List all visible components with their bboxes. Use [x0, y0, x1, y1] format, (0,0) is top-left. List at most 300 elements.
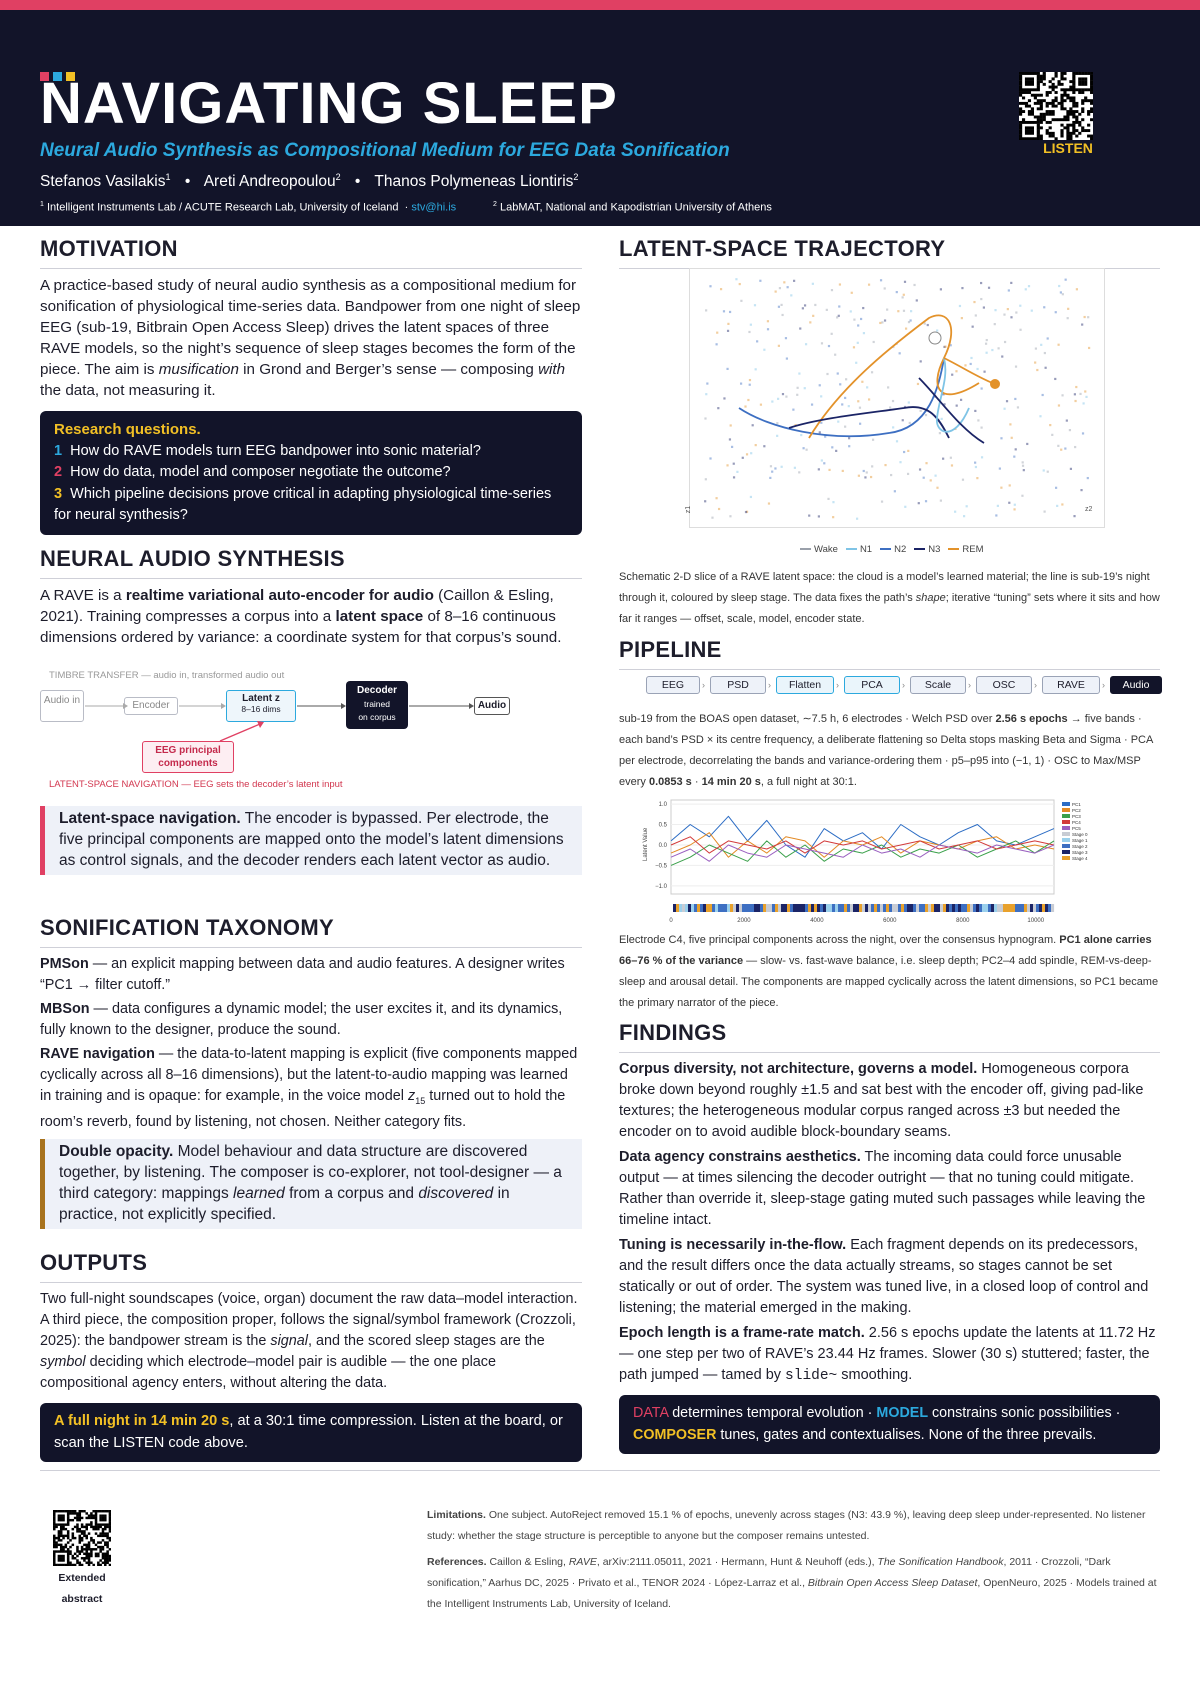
- qr-module: [62, 1537, 65, 1539]
- qr-module: [79, 1539, 82, 1541]
- qr-module: [109, 1548, 111, 1550]
- latent-cloud-point: [934, 475, 936, 477]
- qr-module: [1049, 86, 1052, 89]
- motivation-text: A practice-based study of neural audio synthesis as a compositional medium for sonification of physiological time-series data. Bandpower from one night of sleep EEG (sub-19, Bitbrain Open Access Sleep) drives the latent spaces of three RAVE models, so the night’s sequence of sleep stages becomes the form of the piece. The aim is musification in Grond and Berger’s sense — composing with the data, not measuring it.: [40, 277, 581, 399]
- qr-module: [1019, 80, 1022, 83]
- hypnogram-segment: [1036, 904, 1039, 912]
- hypnogram-segment: [958, 904, 961, 912]
- qr-module: [1084, 99, 1087, 102]
- hypnogram-segment: [709, 904, 712, 912]
- latent-cloud-point: [870, 476, 872, 478]
- qr-module: [1087, 124, 1090, 127]
- qr-module: [76, 1528, 79, 1530]
- diagram-bottom-label: LATENT-SPACE NAVIGATION — EEG sets the decoder’s latent input: [49, 779, 343, 790]
- hypnogram-segment: [883, 904, 886, 912]
- qr-module: [1019, 137, 1022, 140]
- qr-module: [1025, 132, 1028, 135]
- qr-module: [1040, 99, 1043, 102]
- hypnogram-segment: [931, 904, 934, 912]
- chart-legend-swatch: [1062, 844, 1070, 848]
- latent-cloud-point: [750, 496, 752, 498]
- qr-module: [109, 1514, 111, 1516]
- latent-cloud-point: [820, 395, 822, 397]
- qr-module: [72, 1532, 75, 1534]
- qr-module: [1019, 132, 1022, 135]
- qr-module: [104, 1514, 107, 1516]
- qr-module: [1019, 126, 1022, 129]
- pipeline-step: EEG: [646, 676, 700, 694]
- qr-module: [79, 1510, 82, 1512]
- latent-cloud-point: [769, 477, 771, 479]
- qr-module: [62, 1557, 65, 1559]
- qr-module: [58, 1532, 61, 1534]
- latent-cloud-point: [1040, 344, 1042, 346]
- qr-module: [1046, 105, 1049, 108]
- qr-module: [1081, 99, 1084, 102]
- qr-module: [1052, 113, 1055, 116]
- qr-module: [104, 1532, 107, 1534]
- qr-module: [1046, 94, 1049, 97]
- latent-cloud-point: [1013, 508, 1015, 510]
- qr-module: [1087, 129, 1090, 132]
- qr-module: [1034, 72, 1037, 75]
- qr-module: [53, 1537, 56, 1539]
- latent-cloud-point: [1004, 341, 1006, 343]
- qr-module: [1081, 129, 1084, 132]
- latent-cloud-point: [848, 445, 850, 447]
- author-name: Thanos Polymeneas Liontiris: [374, 173, 574, 191]
- email-link[interactable]: stv@hi.is: [411, 201, 457, 214]
- qr-module: [106, 1523, 109, 1525]
- qr-module: [1078, 113, 1081, 116]
- qr-module: [95, 1521, 98, 1523]
- latent-cloud-point: [1000, 487, 1002, 489]
- qr-module: [1069, 124, 1072, 127]
- qr-module: [106, 1537, 109, 1539]
- latent-cloud-point: [1026, 443, 1028, 445]
- qr-module: [90, 1517, 93, 1519]
- affiliation-1: $^1$ Intelligent Instruments Lab / ACUTE Research Lab, University of Iceland · stv@hi.is: [40, 201, 457, 214]
- qr-module: [109, 1528, 111, 1530]
- hypnogram-segment: [850, 904, 853, 912]
- chart-legend-swatch: [1062, 850, 1070, 854]
- qr-module: [76, 1562, 79, 1564]
- latent-cloud-point: [896, 440, 898, 442]
- qr-module: [109, 1510, 111, 1512]
- qr-module: [102, 1523, 105, 1525]
- latent-axis-x: z2: [1085, 506, 1093, 513]
- qr-module: [1019, 77, 1022, 80]
- qr-module: [109, 1521, 111, 1523]
- qr-module: [58, 1555, 61, 1557]
- abstract-qr-code[interactable]: [53, 1510, 111, 1566]
- qr-module: [88, 1544, 91, 1546]
- hypnogram-segment: [1051, 904, 1054, 912]
- qr-module: [72, 1537, 75, 1539]
- qr-module: [53, 1519, 56, 1521]
- latent-cloud-point: [1036, 369, 1038, 371]
- latent-cloud-point: [787, 286, 789, 288]
- latent-cloud-point: [1088, 347, 1090, 349]
- qr-module: [53, 1559, 56, 1561]
- latent-cloud-point: [920, 360, 922, 362]
- pipeline-step: Flatten: [776, 676, 834, 694]
- qr-module: [67, 1553, 70, 1555]
- qr-module: [104, 1517, 107, 1519]
- latent-cloud-point: [857, 324, 859, 326]
- qr-module: [1060, 99, 1063, 102]
- hypnogram-segment: [790, 904, 793, 912]
- latent-cloud-point: [792, 409, 794, 411]
- latent-cloud-point: [747, 399, 749, 401]
- latent-cloud-point: [811, 403, 813, 405]
- qr-module: [55, 1537, 58, 1539]
- diagram-arrows: [40, 680, 520, 780]
- latent-cloud-point: [942, 458, 944, 460]
- qr-module: [95, 1548, 98, 1550]
- latent-cloud-point: [1074, 393, 1076, 395]
- qr-module: [1031, 132, 1034, 135]
- qr-module: [53, 1514, 56, 1516]
- latent-cloud-point: [1062, 293, 1064, 295]
- latent-cloud-point: [832, 516, 834, 518]
- hypnogram-segment: [985, 904, 988, 912]
- latent-cloud-point: [1069, 429, 1071, 431]
- qr-module: [60, 1548, 63, 1550]
- qr-module: [1055, 96, 1058, 99]
- qr-module: [1040, 105, 1043, 108]
- qr-module: [1075, 121, 1078, 124]
- qr-module: [53, 1555, 56, 1557]
- latent-cloud-point: [887, 386, 889, 388]
- hypnogram-segment: [745, 904, 748, 912]
- latent-cloud-point: [919, 468, 921, 470]
- latent-cloud-point: [726, 464, 728, 466]
- qr-module: [85, 1544, 88, 1546]
- latent-cloud-point: [759, 280, 761, 282]
- qr-module: [88, 1555, 91, 1557]
- x-tick-label: 8000: [956, 918, 970, 924]
- author-list: Stefanos Vasilakis$^1$ • Areti Andreopoulou$^2$ • Thanos Polymeneas Liontiris$^2$: [40, 172, 579, 191]
- qr-module: [1069, 132, 1072, 135]
- qr-module: [1081, 110, 1084, 113]
- latent-cloud-point: [705, 309, 707, 311]
- latent-cloud-point: [1039, 415, 1041, 417]
- listen-qr-code[interactable]: [1019, 72, 1093, 140]
- qr-module: [90, 1548, 93, 1550]
- latent-cloud-point: [711, 517, 713, 519]
- chart-legend-label: PC5: [1072, 826, 1081, 831]
- qr-module: [53, 1510, 56, 1512]
- qr-module: [1025, 88, 1028, 91]
- qr-module: [58, 1519, 61, 1521]
- qr-module: [1040, 77, 1043, 80]
- qr-module: [88, 1546, 91, 1548]
- latent-cloud-point: [894, 490, 896, 492]
- qr-module: [72, 1528, 75, 1530]
- qr-module: [1031, 77, 1034, 80]
- qr-module: [1060, 124, 1063, 127]
- qr-module: [72, 1510, 75, 1512]
- qr-module: [83, 1532, 86, 1534]
- qr-module: [90, 1550, 93, 1552]
- hypnogram-segment: [805, 904, 808, 912]
- y-tick-label: 0.0: [658, 842, 667, 849]
- qr-module: [62, 1528, 65, 1530]
- qr-module: [1034, 116, 1037, 119]
- latent-cloud-point: [803, 447, 805, 449]
- hypnogram-segment: [769, 904, 772, 912]
- section-heading: SONIFICATION TAXONOMY: [40, 915, 582, 948]
- qr-module: [99, 1526, 102, 1528]
- hypnogram-segment: [1048, 904, 1051, 912]
- affiliation-2: $^2$ LabMAT, National and Kapodistrian University of Athens: [493, 201, 772, 214]
- qr-module: [1049, 121, 1052, 124]
- latent-cloud-point: [977, 419, 979, 421]
- qr-module: [1069, 110, 1072, 113]
- hypnogram-segment: [721, 904, 724, 912]
- latent-cloud-point: [1085, 396, 1087, 398]
- qr-module: [85, 1535, 88, 1537]
- qr-module: [92, 1539, 95, 1541]
- qr-module: [65, 1550, 68, 1552]
- qr-module: [76, 1526, 79, 1528]
- qr-module: [1072, 86, 1075, 89]
- qr-module: [74, 1537, 77, 1539]
- qr-module: [1087, 88, 1090, 91]
- latent-cloud-point: [907, 450, 909, 452]
- qr-module: [109, 1517, 111, 1519]
- taxonomy-mbson: MBSon — data configures a dynamic model; the user excites it, and its dynamics, fully known to the designer, produce the sound.: [40, 1001, 563, 1038]
- latent-cloud-point: [821, 459, 823, 461]
- x-tick-label: 10000: [1027, 918, 1045, 924]
- qr-module: [81, 1523, 84, 1525]
- qr-module: [58, 1564, 61, 1566]
- hypnogram-segment: [1006, 904, 1009, 912]
- qr-module: [102, 1553, 105, 1555]
- latent-cloud-point: [1047, 337, 1049, 339]
- latent-cloud-point: [1055, 311, 1057, 313]
- qr-module: [53, 1528, 56, 1530]
- latent-cloud-point: [916, 299, 918, 301]
- latent-cloud-point: [1049, 424, 1051, 426]
- qr-module: [83, 1559, 86, 1561]
- qr-module: [79, 1512, 82, 1514]
- qr-module: [1072, 124, 1075, 127]
- qr-module: [1060, 96, 1063, 99]
- qr-module: [1060, 75, 1063, 78]
- research-questions-box: [40, 411, 582, 535]
- qr-module: [1052, 118, 1055, 121]
- qr-module: [1019, 107, 1022, 110]
- qr-module: [1060, 107, 1063, 110]
- qr-module: [67, 1530, 70, 1532]
- qr-module: [1063, 118, 1066, 121]
- qr-module: [67, 1512, 70, 1514]
- qr-module: [72, 1535, 75, 1537]
- latent-cloud-point: [834, 354, 836, 356]
- qr-module: [95, 1528, 98, 1530]
- qr-module: [67, 1510, 70, 1512]
- latent-cloud-point: [1074, 446, 1076, 448]
- latent-cloud-point: [793, 280, 795, 282]
- hypnogram-segment: [811, 904, 814, 912]
- latent-cloud-point: [954, 511, 956, 513]
- qr-module: [99, 1548, 102, 1550]
- qr-module: [1052, 110, 1055, 113]
- latent-cloud-point: [744, 405, 746, 407]
- qr-module: [1043, 72, 1046, 75]
- qr-module: [1028, 121, 1031, 124]
- latent-cloud-point: [804, 304, 806, 306]
- hypnogram-segment: [730, 904, 733, 912]
- latent-cloud-point: [880, 279, 882, 281]
- y-axis-label: Latent Value: [643, 827, 649, 861]
- hypnogram-segment: [799, 904, 802, 912]
- chart-legend-swatch: [1062, 838, 1070, 842]
- qr-module: [102, 1539, 105, 1541]
- latent-cloud-point: [1003, 408, 1005, 410]
- rq-title: Research questions.: [54, 421, 201, 438]
- qr-module: [69, 1510, 72, 1512]
- latent-cloud-point: [785, 396, 787, 398]
- hypnogram-segment: [742, 904, 745, 912]
- latent-cloud-point: [1079, 393, 1081, 395]
- hypnogram-segment: [796, 904, 799, 912]
- qr-module: [1037, 118, 1040, 121]
- x-tick-label: 4000: [810, 918, 824, 924]
- hypnogram-segment: [1003, 904, 1006, 912]
- qr-module: [60, 1530, 63, 1532]
- qr-module: [81, 1539, 84, 1541]
- qr-module: [1060, 72, 1063, 75]
- qr-module: [92, 1541, 95, 1543]
- qr-module: [1040, 113, 1043, 116]
- qr-module: [1090, 91, 1093, 94]
- chart-legend-label: Stage 3: [1072, 850, 1088, 855]
- chart-legend-swatch: [1062, 802, 1070, 806]
- latent-cloud-point: [799, 327, 801, 329]
- qr-module: [62, 1517, 65, 1519]
- latent-cloud-point: [848, 437, 850, 439]
- latent-cloud-point: [752, 424, 754, 426]
- latent-cloud-point: [853, 319, 855, 321]
- qr-module: [104, 1510, 107, 1512]
- hypnogram-segment: [784, 904, 787, 912]
- qr-module: [1040, 135, 1043, 138]
- hypnogram-segment: [829, 904, 832, 912]
- qr-module: [1031, 72, 1034, 75]
- qr-module: [72, 1564, 75, 1566]
- qr-module: [1090, 72, 1093, 75]
- qr-module: [1028, 110, 1031, 113]
- qr-module: [88, 1559, 91, 1561]
- qr-module: [1037, 83, 1040, 86]
- qr-module: [1034, 102, 1037, 105]
- qr-module: [104, 1557, 107, 1559]
- qr-module: [60, 1517, 63, 1519]
- eeg-components-node: EEG principal components: [142, 741, 234, 773]
- qr-module: [88, 1523, 91, 1525]
- latent-cloud-point: [1014, 398, 1016, 400]
- decoder-node: Decoder trained on corpus: [346, 681, 408, 729]
- qr-module: [74, 1564, 77, 1566]
- qr-module: [1028, 105, 1031, 108]
- qr-module: [1066, 94, 1069, 97]
- qr-module: [90, 1537, 93, 1539]
- latent-cloud-point: [1067, 317, 1069, 319]
- latent-cloud-point: [704, 417, 706, 419]
- qr-module: [60, 1539, 63, 1541]
- qr-module: [1025, 137, 1028, 140]
- qr-module: [1049, 102, 1052, 105]
- latent-cloud-point: [777, 398, 779, 400]
- latent-cloud-point: [848, 405, 850, 407]
- qr-module: [1037, 94, 1040, 97]
- hypnogram-segment: [724, 904, 727, 912]
- qr-module: [55, 1523, 58, 1525]
- qr-module: [79, 1562, 82, 1564]
- qr-module: [69, 1512, 72, 1514]
- qr-module: [83, 1544, 86, 1546]
- qr-module: [1034, 88, 1037, 91]
- latent-cloud-point: [755, 368, 757, 370]
- qr-module: [1043, 99, 1046, 102]
- hypnogram-segment: [1009, 904, 1012, 912]
- qr-module: [1037, 129, 1040, 132]
- qr-module: [83, 1535, 86, 1537]
- qr-module: [106, 1546, 109, 1548]
- qr-module: [1075, 88, 1078, 91]
- qr-module: [102, 1557, 105, 1559]
- qr-module: [74, 1553, 77, 1555]
- qr-module: [1031, 83, 1034, 86]
- latent-cloud-point: [735, 278, 737, 280]
- qr-module: [1028, 83, 1031, 86]
- qr-module: [95, 1519, 98, 1521]
- qr-module: [102, 1530, 105, 1532]
- latent-cloud-point: [873, 341, 875, 343]
- qr-module: [55, 1546, 58, 1548]
- x-tick-label: 6000: [883, 918, 897, 924]
- qr-module: [1055, 105, 1058, 108]
- qr-module: [1040, 126, 1043, 129]
- hypnogram-segment: [736, 904, 739, 912]
- latent-cloud-point: [805, 343, 807, 345]
- hypnogram-segment: [718, 904, 721, 912]
- qr-module: [97, 1555, 100, 1557]
- qr-module: [1025, 102, 1028, 105]
- qr-module: [1046, 129, 1049, 132]
- qr-module: [1069, 107, 1072, 110]
- qr-module: [104, 1526, 107, 1528]
- qr-module: [1081, 107, 1084, 110]
- qr-module: [1072, 132, 1075, 135]
- latent-cloud-point: [809, 321, 811, 323]
- latent-cloud-point: [940, 288, 942, 290]
- qr-module: [99, 1546, 102, 1548]
- latent-cloud-point: [981, 456, 983, 458]
- nas-section: [40, 546, 582, 648]
- latent-cloud-point: [1047, 471, 1049, 473]
- hypnogram-segment: [673, 904, 676, 912]
- latent-cloud-point: [1058, 404, 1060, 406]
- pca-chart: [619, 796, 1139, 924]
- qr-module: [99, 1564, 102, 1566]
- qr-module: [79, 1514, 82, 1516]
- latent-cloud-point: [994, 309, 996, 311]
- qr-module: [1066, 129, 1069, 132]
